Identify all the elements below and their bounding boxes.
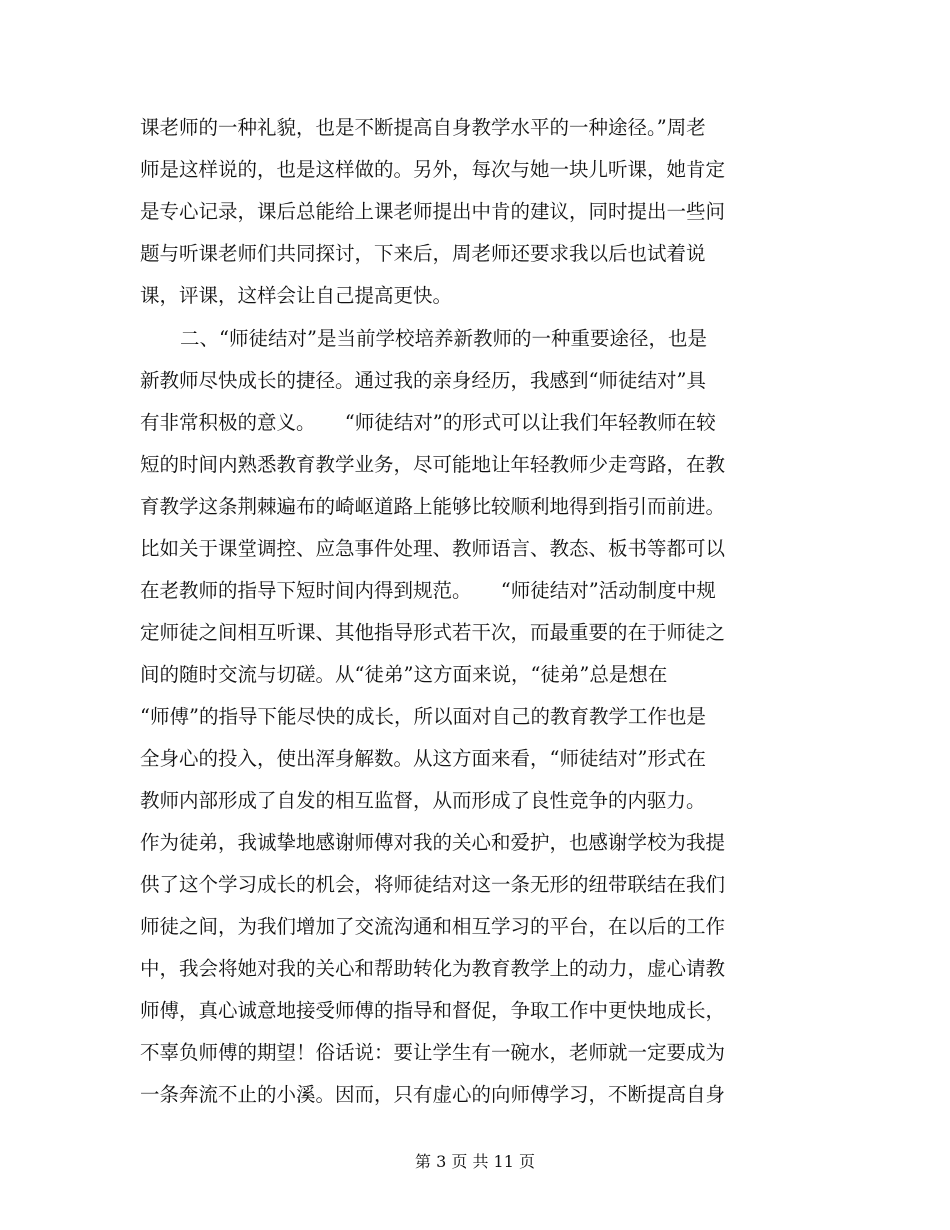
text-line: 育教学这条荆棘遍布的崎岖道路上能够比较顺利地得到指引而前进。 (140, 495, 726, 518)
text-line: 教师内部形成了自发的相互监督，从而形成了良性竞争的内驱力。 (140, 789, 706, 812)
text-line: 间的随时交流与切磋。从“徒弟”这方面来说，“徒弟”总是想在 (140, 663, 668, 686)
text-line: 师傅，真心诚意地接受师傅的指导和督促，争取工作中更快地成长， (140, 999, 726, 1022)
text-line: 题与听课老师们共同探讨，下来后，周老师还要求我以后也试着说 (140, 242, 706, 265)
text-line: 课老师的一种礼貌，也是不断提高自身教学水平的一种途径。”周老 (140, 116, 706, 139)
text-line: “师傅”的指导下能尽快的成长，所以面对自己的教育教学工作也是 (140, 705, 706, 728)
text-line: 师是这样说的，也是这样做的。另外，每次与她一块儿听课，她肯定 (140, 158, 726, 181)
text-line: 有非常积极的意义。 “师徒结对”的形式可以让我们年轻教师在较 (140, 411, 716, 434)
text-line: 比如关于课堂调控、应急事件处理、教师语言、教态、板书等都可以 (140, 537, 726, 560)
paragraph-start-line: 二、“师徒结对”是当前学校培养新教师的一种重要途径，也是 (180, 327, 707, 350)
text-line: 师徒之间，为我们增加了交流沟通和相互学习的平台，在以后的工作 (140, 915, 726, 938)
text-line: 不辜负师傅的期望！俗话说：要让学生有一碗水，老师就一定要成为 (140, 1041, 726, 1064)
text-line: 新教师尽快成长的捷径。通过我的亲身经历，我感到“师徒结对”具 (140, 369, 706, 392)
text-line: 作为徒弟，我诚挚地感谢师傅对我的关心和爱护，也感谢学校为我提 (140, 831, 726, 854)
text-line: 一条奔流不止的小溪。因而，只有虚心的向师傅学习，不断提高自身 (140, 1083, 726, 1106)
page-number-footer: 第 3 页 共 11 页 (415, 1152, 535, 1171)
text-line: 中，我会将她对我的关心和帮助转化为教育教学上的动力，虚心请教 (140, 957, 726, 980)
text-line: 课，评课，这样会让自己提高更快。 (140, 284, 453, 307)
text-line: 定师徒之间相互听课、其他指导形式若干次，而最重要的在于师徒之 (140, 621, 726, 644)
text-line: 在老教师的指导下短时间内得到规范。 “师徒结对”活动制度中规 (140, 579, 716, 602)
text-line: 供了这个学习成长的机会，将师徒结对这一条无形的纽带联结在我们 (140, 873, 726, 896)
text-line: 短的时间内熟悉教育教学业务，尽可能地让年轻教师少走弯路，在教 (140, 453, 726, 476)
text-line: 是专心记录，课后总能给上课老师提出中肯的建议，同时提出一些问 (140, 200, 726, 223)
text-line: 全身心的投入，使出浑身解数。从这方面来看，“师徒结对”形式在 (140, 747, 706, 770)
